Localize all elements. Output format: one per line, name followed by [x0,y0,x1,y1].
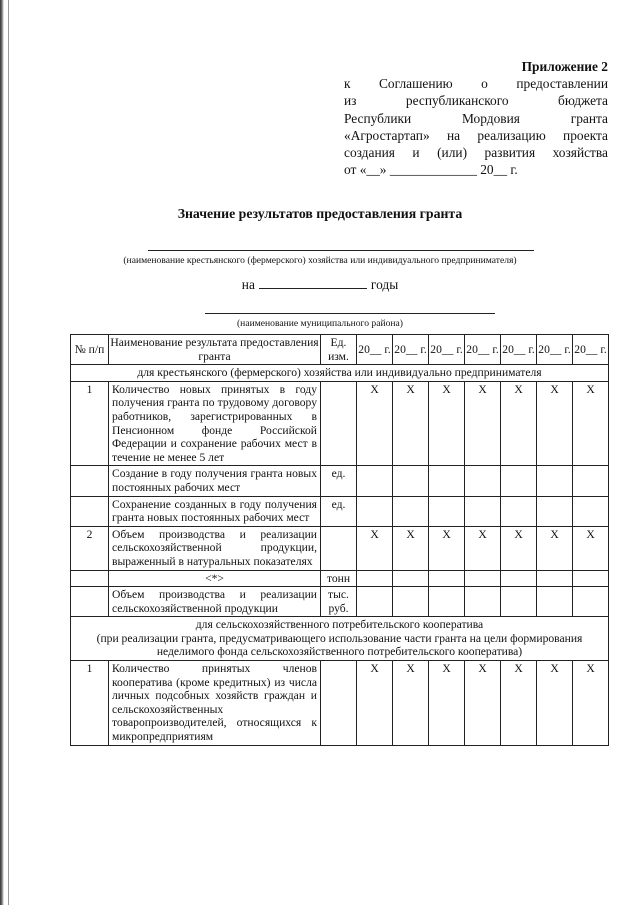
district-line [205,313,495,314]
table-row [71,466,609,496]
value-cell [357,496,393,526]
table-row [71,587,609,617]
value-cell [501,570,537,587]
row-num [71,496,109,526]
table-row [71,526,609,570]
row-num: 2 [71,526,109,570]
value-cell [465,570,501,587]
row-unit [321,526,357,570]
x-cell: X [393,661,429,746]
x-cell: X [393,526,429,570]
section-row [71,365,609,382]
value-cell [357,466,393,496]
row-name: Объем производства и реализации сельскохозяйственной продукции, выраженный в натуральных показателях [109,526,321,570]
value-cell [501,466,537,496]
years-line [0,276,640,293]
value-cell [501,496,537,526]
years-suffix: годы [370,277,399,292]
row-unit: тонн [321,570,357,587]
value-cell [393,587,429,617]
row-unit: тыс. руб. [321,587,357,617]
x-cell: X [465,381,501,466]
section-row [71,617,609,661]
value-cell [393,496,429,526]
row-num: 1 [71,381,109,466]
value-cell [573,496,609,526]
x-cell: X [537,381,573,466]
value-cell [573,466,609,496]
header-year: 20__ г. [357,335,393,365]
x-cell: X [573,526,609,570]
row-num [71,587,109,617]
header-year: 20__ г. [429,335,465,365]
row-name: Объем производства и реализации сельскохозяйственной продукции [109,587,321,617]
row-num [71,570,109,587]
x-cell: X [429,661,465,746]
header-year: 20__ г. [573,335,609,365]
value-cell [429,570,465,587]
value-cell [501,587,537,617]
x-cell: X [537,526,573,570]
section2 [71,617,609,661]
appendix-line: из республиканского бюджета [344,93,608,109]
row-unit: ед. [321,496,357,526]
table-header-row [71,335,609,365]
row-unit: ед. [321,466,357,496]
value-cell [573,570,609,587]
years-prefix: на [241,277,255,292]
appendix-title: Приложение 2 [521,59,608,74]
value-cell [429,496,465,526]
x-cell: X [357,381,393,466]
appendix-line: «Агростартап» на реализацию проекта [344,127,608,143]
row-num [71,466,109,496]
x-cell: X [501,661,537,746]
section1-title: для крестьянского (фермерского) хозяйства или индивидуально предпринимателя [71,365,609,382]
results-table [70,334,609,746]
table-row [71,496,609,526]
appendix-line: к Соглашению о предоставлении [344,76,608,92]
value-cell [357,570,393,587]
x-cell: X [429,526,465,570]
row-unit [321,381,357,466]
x-cell: X [393,381,429,466]
table-row [71,381,609,466]
x-cell: X [357,526,393,570]
row-name: <*> [109,570,321,587]
row-name: Количество принятых членов кооператива (кроме кредитных) из числа личных подсобных хозяйств граждан и сельскохозяйственных товаропроизводителей, относящихся к микропредприятиям [109,661,321,746]
value-cell [573,587,609,617]
appendix-line: создания и (или) развития хозяйства [344,145,608,161]
header-year: 20__ г. [501,335,537,365]
value-cell [537,496,573,526]
value-cell [429,466,465,496]
x-cell: X [465,526,501,570]
x-cell: X [501,381,537,466]
district-caption: (наименование муниципального района) [236,318,403,329]
farm-name-caption: (наименование крестьянского (фермерского) хозяйства или индивидуального предпринимателя) [123,255,517,266]
x-cell: X [573,381,609,466]
value-cell [429,587,465,617]
x-cell: X [429,381,465,466]
document-title: Значение результатов предоставления гранта [177,206,463,221]
value-cell [465,587,501,617]
header-name: Наименование результата предоставления гранта [109,335,321,365]
value-cell [465,466,501,496]
header-unit: Ед. изм. [321,335,357,365]
header-year: 20__ г. [393,335,429,365]
x-cell: X [465,661,501,746]
appendix-line: Республики Мордовия гранта [344,110,608,126]
appendix-line: от «__» _____________ 20__ г. [344,162,518,178]
value-cell [357,587,393,617]
section2-subtitle: (при реализации гранта, предусматривающего использование части гранта на цели формирования неделимого фонда сельскохозяйственного потребительского кооператива) [96,631,583,659]
value-cell [393,466,429,496]
appendix-block [344,58,608,178]
row-num: 1 [71,661,109,746]
table-row [71,661,609,746]
row-name: Количество новых принятых в году получения гранта по трудовому договору работников, зарегистрированных в Пенсионном фонде Российской Федерации и сохранение рабочих мест в течение не менее 5 лет [109,381,321,466]
value-cell [537,570,573,587]
scan-edge [0,0,4,905]
farm-name-line [148,250,534,251]
scan-edge-line [8,0,9,905]
value-cell [537,587,573,617]
row-unit [321,661,357,746]
header-num: № п/п [71,335,109,365]
x-cell: X [573,661,609,746]
x-cell: X [357,661,393,746]
value-cell [537,466,573,496]
section2-title: для сельскохозяйственного потребительского кооператива [195,618,484,632]
x-cell: X [501,526,537,570]
table-row [71,570,609,587]
header-year: 20__ г. [537,335,573,365]
row-name: Сохранение созданных в году получения гранта новых постоянных рабочих мест [109,496,321,526]
value-cell [465,496,501,526]
row-name: Создание в году получения гранта новых постоянных рабочих мест [109,466,321,496]
x-cell: X [537,661,573,746]
years-blank [259,276,367,289]
header-year: 20__ г. [465,335,501,365]
value-cell [393,570,429,587]
